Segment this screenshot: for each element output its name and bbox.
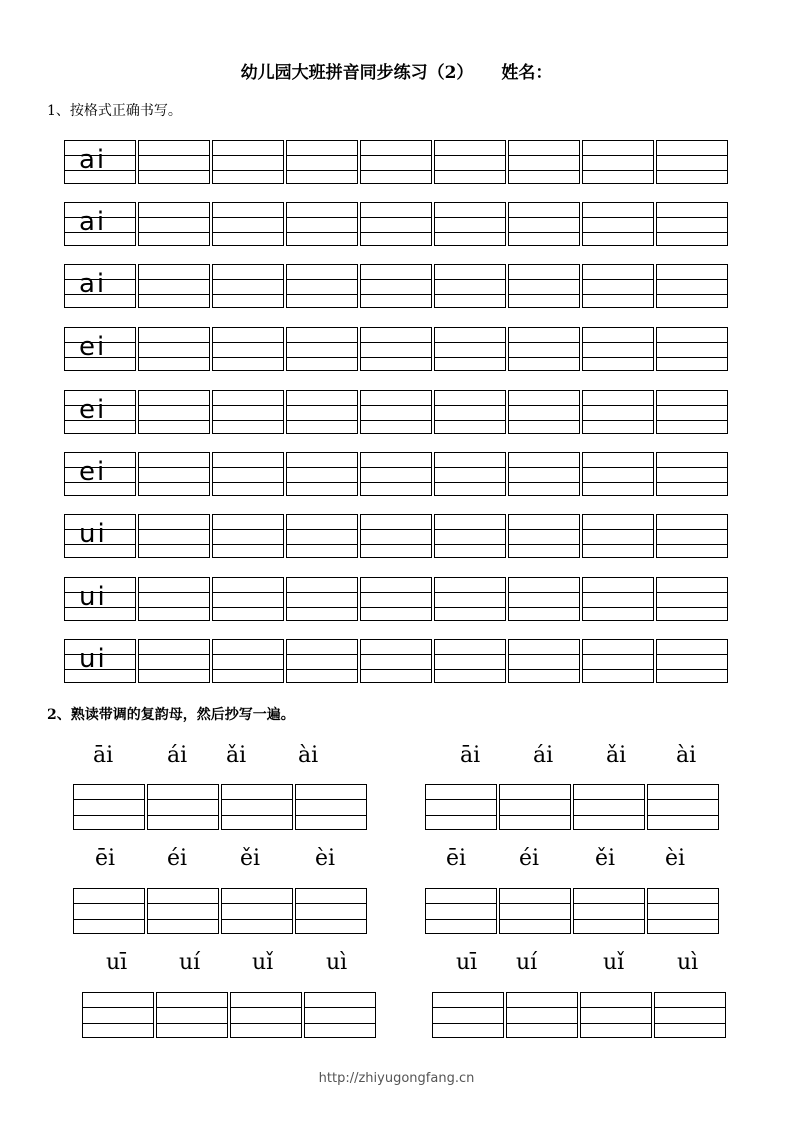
tone-row <box>106 950 426 980</box>
writing-cell[interactable] <box>138 577 210 621</box>
writing-cell[interactable] <box>360 639 432 683</box>
writing-row <box>64 452 730 496</box>
sample-cell <box>64 202 136 246</box>
copy-strip <box>82 992 378 1038</box>
writing-cell[interactable] <box>147 888 219 934</box>
writing-cell[interactable] <box>499 888 571 934</box>
writing-cell[interactable] <box>295 888 367 934</box>
writing-cell[interactable] <box>138 327 210 371</box>
writing-cell[interactable] <box>221 784 293 830</box>
writing-cell[interactable] <box>212 452 284 496</box>
writing-cell[interactable] <box>508 577 580 621</box>
toned-final: ēi <box>95 846 116 871</box>
sample-cell <box>64 514 136 558</box>
tone-row <box>93 743 413 773</box>
toned-final: ái <box>533 743 554 768</box>
worksheet-title: 幼儿园大班拼音同步练习（2） <box>240 63 474 83</box>
writing-cell[interactable] <box>360 264 432 308</box>
writing-cell[interactable] <box>360 452 432 496</box>
section-2-heading: 2、熟读带调的复韵母，然后抄写一遍。 <box>47 707 295 723</box>
writing-cell[interactable] <box>212 390 284 434</box>
writing-cell[interactable] <box>582 514 654 558</box>
sample-cell <box>64 327 136 371</box>
writing-cell[interactable] <box>506 992 578 1038</box>
writing-cell[interactable] <box>138 390 210 434</box>
writing-cell[interactable] <box>360 140 432 184</box>
tone-row <box>456 950 776 980</box>
sample-pinyin: ui <box>79 519 107 549</box>
writing-cell[interactable] <box>647 888 719 934</box>
toned-final: āi <box>460 743 481 768</box>
sample-pinyin: ei <box>79 457 107 487</box>
writing-cell[interactable] <box>508 264 580 308</box>
tone-row <box>446 846 766 876</box>
writing-cell[interactable] <box>138 639 210 683</box>
toned-final: uī <box>456 950 478 975</box>
toned-final: ài <box>676 743 697 768</box>
writing-cell[interactable] <box>432 992 504 1038</box>
toned-final: ài <box>298 743 319 768</box>
tone-row <box>460 743 780 773</box>
writing-cell[interactable] <box>508 140 580 184</box>
toned-final: èi <box>665 846 686 871</box>
writing-cell[interactable] <box>286 514 358 558</box>
writing-row <box>64 202 730 246</box>
writing-cell[interactable] <box>582 140 654 184</box>
writing-cell[interactable] <box>582 390 654 434</box>
sample-pinyin: ai <box>79 145 107 175</box>
copy-strip <box>425 784 721 830</box>
toned-final: uì <box>326 950 348 975</box>
writing-cell[interactable] <box>434 327 506 371</box>
sample-pinyin: ai <box>79 207 107 237</box>
writing-cell[interactable] <box>286 390 358 434</box>
page-title <box>0 58 793 83</box>
writing-cell[interactable] <box>656 140 728 184</box>
writing-cell[interactable] <box>582 202 654 246</box>
writing-cell[interactable] <box>286 202 358 246</box>
writing-cell[interactable] <box>360 202 432 246</box>
writing-cell[interactable] <box>286 452 358 496</box>
writing-cell[interactable] <box>656 202 728 246</box>
sample-pinyin: ui <box>79 582 107 612</box>
writing-cell[interactable] <box>138 452 210 496</box>
writing-cell[interactable] <box>286 639 358 683</box>
copy-strip <box>432 992 728 1038</box>
writing-cell[interactable] <box>286 327 358 371</box>
writing-cell[interactable] <box>425 888 497 934</box>
writing-cell[interactable] <box>499 784 571 830</box>
writing-cell[interactable] <box>656 514 728 558</box>
writing-cell[interactable] <box>582 327 654 371</box>
writing-cell[interactable] <box>73 888 145 934</box>
toned-final: āi <box>93 743 114 768</box>
writing-cell[interactable] <box>434 452 506 496</box>
writing-cell[interactable] <box>656 390 728 434</box>
writing-cell[interactable] <box>580 992 652 1038</box>
copy-strip <box>425 888 721 934</box>
writing-cell[interactable] <box>295 784 367 830</box>
section-1-heading: 1、按格式正确书写。 <box>47 103 182 119</box>
toned-final: uí <box>179 950 201 975</box>
toned-final: éi <box>519 846 540 871</box>
writing-cell[interactable] <box>434 202 506 246</box>
writing-cell[interactable] <box>212 327 284 371</box>
copy-strip <box>73 888 369 934</box>
sample-cell <box>64 390 136 434</box>
writing-cell[interactable] <box>156 992 228 1038</box>
writing-cell[interactable] <box>573 888 645 934</box>
toned-final: ǎi <box>606 743 627 768</box>
writing-cell[interactable] <box>508 327 580 371</box>
writing-cell[interactable] <box>212 514 284 558</box>
writing-cell[interactable] <box>508 639 580 683</box>
writing-cell[interactable] <box>434 264 506 308</box>
sample-cell <box>64 140 136 184</box>
writing-cell[interactable] <box>138 140 210 184</box>
writing-cell[interactable] <box>360 577 432 621</box>
writing-cell[interactable] <box>360 327 432 371</box>
writing-cell[interactable] <box>73 784 145 830</box>
sample-pinyin: ui <box>79 644 107 674</box>
writing-cell[interactable] <box>286 264 358 308</box>
writing-cell[interactable] <box>654 992 726 1038</box>
toned-final: èi <box>315 846 336 871</box>
writing-row <box>64 639 730 683</box>
toned-final: uǐ <box>252 950 274 975</box>
writing-cell[interactable] <box>582 452 654 496</box>
writing-row <box>64 390 730 434</box>
toned-final: éi <box>167 846 188 871</box>
sample-cell <box>64 577 136 621</box>
writing-cell[interactable] <box>138 202 210 246</box>
writing-cell[interactable] <box>508 390 580 434</box>
writing-cell[interactable] <box>230 992 302 1038</box>
copy-strip <box>73 784 369 830</box>
name-label: 姓名： <box>501 63 553 83</box>
writing-cell[interactable] <box>212 140 284 184</box>
writing-cell[interactable] <box>286 140 358 184</box>
writing-cell[interactable] <box>656 264 728 308</box>
writing-cell[interactable] <box>508 514 580 558</box>
writing-cell[interactable] <box>582 639 654 683</box>
sample-cell <box>64 452 136 496</box>
writing-cell[interactable] <box>425 784 497 830</box>
toned-final: uì <box>677 950 699 975</box>
toned-final: ái <box>167 743 188 768</box>
writing-cell[interactable] <box>212 202 284 246</box>
writing-cell[interactable] <box>656 577 728 621</box>
sample-pinyin: ei <box>79 332 107 362</box>
writing-cell[interactable] <box>212 264 284 308</box>
writing-cell[interactable] <box>508 202 580 246</box>
writing-row <box>64 577 730 621</box>
footer-url: http://zhiyugongfang.cn <box>318 1071 475 1086</box>
toned-final: uí <box>516 950 538 975</box>
sample-cell <box>64 264 136 308</box>
writing-cell[interactable] <box>656 639 728 683</box>
writing-cell[interactable] <box>582 264 654 308</box>
writing-cell[interactable] <box>360 390 432 434</box>
sample-pinyin: ei <box>79 395 107 425</box>
writing-cell[interactable] <box>582 577 654 621</box>
toned-final: uī <box>106 950 128 975</box>
writing-cell[interactable] <box>212 577 284 621</box>
writing-cell[interactable] <box>647 784 719 830</box>
sample-pinyin: ai <box>79 269 107 299</box>
writing-cell[interactable] <box>82 992 154 1038</box>
writing-row <box>64 514 730 558</box>
toned-final: ēi <box>446 846 467 871</box>
writing-cell[interactable] <box>434 577 506 621</box>
writing-cell[interactable] <box>434 639 506 683</box>
writing-cell[interactable] <box>573 784 645 830</box>
writing-cell[interactable] <box>656 327 728 371</box>
writing-cell[interactable] <box>304 992 376 1038</box>
writing-cell[interactable] <box>221 888 293 934</box>
toned-final: ěi <box>240 846 261 871</box>
toned-final: uǐ <box>603 950 625 975</box>
writing-cell[interactable] <box>434 390 506 434</box>
writing-cell[interactable] <box>434 514 506 558</box>
tone-row <box>95 846 415 876</box>
writing-row <box>64 140 730 184</box>
writing-cell[interactable] <box>212 639 284 683</box>
writing-cell[interactable] <box>508 452 580 496</box>
writing-cell[interactable] <box>286 577 358 621</box>
writing-cell[interactable] <box>138 514 210 558</box>
sample-cell <box>64 639 136 683</box>
writing-cell[interactable] <box>656 452 728 496</box>
writing-row <box>64 264 730 308</box>
writing-cell[interactable] <box>434 140 506 184</box>
toned-final: ěi <box>595 846 616 871</box>
writing-cell[interactable] <box>147 784 219 830</box>
writing-cell[interactable] <box>360 514 432 558</box>
writing-cell[interactable] <box>138 264 210 308</box>
toned-final: ǎi <box>226 743 247 768</box>
writing-row <box>64 327 730 371</box>
